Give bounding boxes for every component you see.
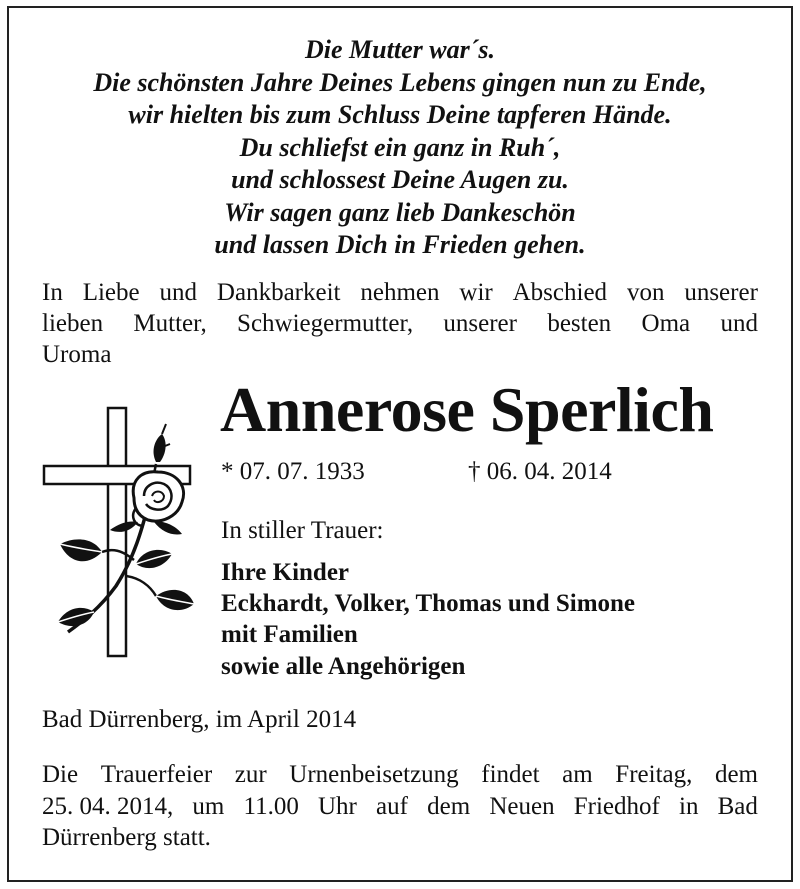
deceased-name: Annerose Sperlich bbox=[220, 374, 714, 445]
word: nehmen bbox=[360, 279, 440, 306]
word: dem bbox=[427, 792, 471, 820]
word: findet bbox=[481, 761, 540, 788]
ceremony-text bbox=[42, 759, 758, 854]
word: um bbox=[192, 792, 225, 820]
word: wir bbox=[459, 279, 493, 306]
word: unserer bbox=[443, 310, 517, 337]
word: Mutter, bbox=[133, 310, 207, 337]
place-date: Bad Dürrenberg, im April 2014 bbox=[42, 706, 357, 733]
word: Freitag, bbox=[615, 761, 693, 788]
intro-line-2 bbox=[42, 308, 758, 339]
word: Trauerfeier bbox=[100, 761, 213, 788]
word: Urnenbeisetzung bbox=[289, 761, 459, 788]
word: Bad bbox=[717, 792, 758, 820]
poem-line: Du schliefst ein ganz in Ruh´, bbox=[239, 132, 561, 162]
poem-line: und lassen Dich in Frieden gehen. bbox=[214, 230, 586, 259]
word: Abschied bbox=[512, 279, 608, 306]
poem-line: Die Mutter war´s. bbox=[305, 35, 495, 64]
word: Dankbarkeit bbox=[216, 279, 341, 306]
ceremony-line-3: Dürrenberg statt. bbox=[42, 824, 211, 851]
word: unserer bbox=[684, 279, 758, 306]
poem-line: wir hielten bis zum Schluss Deine tapferen Hände. bbox=[128, 100, 672, 129]
word: dem bbox=[714, 761, 758, 788]
word: besten bbox=[547, 310, 612, 337]
word: auf bbox=[376, 792, 408, 820]
ceremony-line-2 bbox=[42, 791, 758, 823]
word: und bbox=[720, 310, 758, 337]
mourning-label: In stiller Trauer: bbox=[221, 517, 384, 544]
word: am bbox=[562, 761, 593, 788]
ceremony-line-1 bbox=[42, 759, 758, 791]
family-list bbox=[221, 557, 635, 682]
word: Liebe bbox=[82, 279, 140, 306]
intro-line-1 bbox=[42, 277, 758, 308]
word: Neuen bbox=[489, 792, 555, 820]
word: 11.00 bbox=[243, 792, 299, 820]
word: in bbox=[679, 792, 699, 820]
poem bbox=[40, 34, 760, 262]
word: Die bbox=[42, 761, 79, 788]
poem-line: und schlossest Deine Augen zu. bbox=[231, 165, 569, 194]
family-line: sowie alle Angehörigen bbox=[221, 652, 466, 680]
cross-with-rose-icon bbox=[38, 400, 198, 662]
word: 25. 04. 2014, bbox=[42, 792, 174, 820]
word: lieben bbox=[42, 310, 104, 337]
word: und bbox=[159, 279, 198, 306]
poem-line: Die schönsten Jahre Deines Lebens gingen nun zu Ende, bbox=[93, 67, 707, 97]
poem-line: Wir sagen ganz lieb Dankeschön bbox=[224, 197, 576, 227]
word: zur bbox=[234, 761, 267, 788]
intro-text bbox=[42, 277, 758, 370]
family-line: mit Familien bbox=[221, 621, 358, 649]
birth-date: * 07. 07. 1933 bbox=[221, 458, 365, 485]
word: Uhr bbox=[318, 792, 357, 820]
word: von bbox=[626, 279, 665, 306]
word: Friedhof bbox=[573, 792, 660, 820]
family-line: Ihre Kinder bbox=[221, 559, 350, 586]
word: Oma bbox=[641, 310, 691, 337]
word: Schwiegermutter, bbox=[237, 310, 414, 337]
death-date: † 06. 04. 2014 bbox=[468, 458, 612, 485]
intro-line-3: Uroma bbox=[42, 341, 112, 368]
word: In bbox=[42, 279, 63, 306]
family-line: Eckhardt, Volker, Thomas und Simone bbox=[221, 590, 636, 618]
